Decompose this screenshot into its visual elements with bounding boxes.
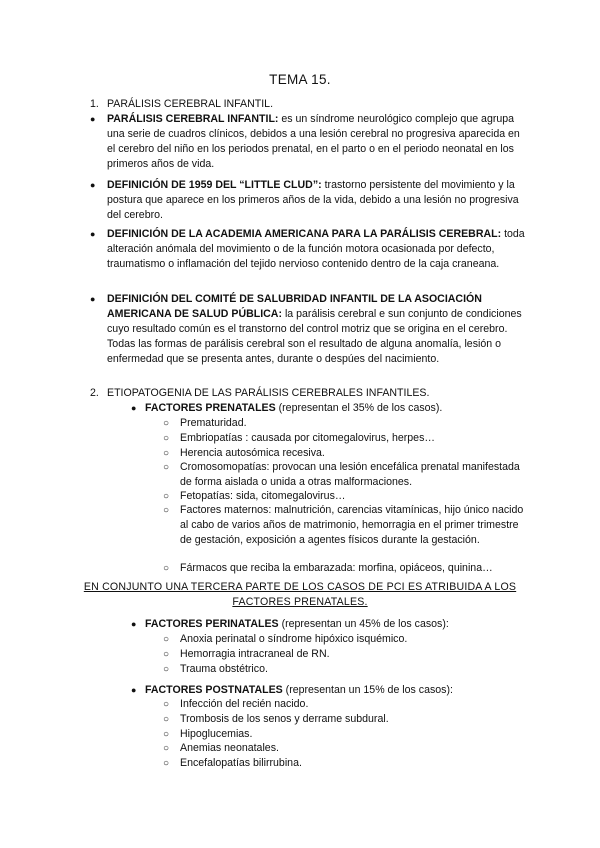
factor-heading-perinatal	[131, 617, 531, 632]
circle-bullet-icon: ○	[163, 699, 170, 710]
definition-text: toda alteración anómala del movimiento o de la función motora ocasionada por defecto, traumatismo o inflamación del tejido nervioso contenido dentro de la caja craneana.	[107, 228, 525, 270]
circle-bullet-icon: ○	[163, 563, 170, 574]
factor-title: FACTORES PRENATALES	[145, 402, 276, 414]
list-item	[163, 446, 533, 461]
definition-item	[90, 178, 525, 223]
bullet-icon: ●	[131, 619, 137, 629]
definition-item	[90, 227, 525, 272]
circle-bullet-icon: ○	[163, 729, 170, 740]
section-title: PARÁLISIS CEREBRAL INFANTIL.	[107, 98, 274, 110]
definition-item	[90, 112, 525, 172]
bullet-icon: ●	[131, 685, 137, 695]
list-item-text: Infección del recién nacido.	[180, 698, 309, 710]
list-item-text: Anemias neonatales.	[180, 742, 279, 754]
definition-term: DEFINICIÓN DE 1959 DEL “LITTLE CLUD”:	[107, 179, 322, 191]
list-item	[163, 503, 533, 548]
bullet-icon: ●	[90, 180, 96, 190]
list-item	[163, 460, 533, 490]
definition-term: DEFINICIÓN DEL COMITÉ DE SALUBRIDAD INFANTIL DE LA ASOCIACIÓN AMERICANA DE SALUD PÚBLICA:	[107, 293, 482, 320]
factor-heading-postnatal	[131, 683, 531, 698]
factor-heading-prenatal	[131, 401, 531, 416]
bullet-icon: ●	[131, 403, 137, 413]
section-heading-2	[90, 386, 530, 401]
section-number: 2.	[90, 387, 99, 399]
list-item-text: Herencia autosómica recesiva.	[180, 447, 325, 459]
factor-title: FACTORES POSTNATALES	[145, 684, 283, 696]
circle-bullet-icon: ○	[163, 649, 170, 660]
factor-note: (representan el 35% de los casos).	[275, 402, 443, 414]
circle-bullet-icon: ○	[163, 758, 170, 769]
list-item	[163, 431, 533, 446]
section-number: 1.	[90, 98, 99, 110]
list-item-text: Fetopatías: sida, citomegalovirus…	[180, 490, 346, 502]
definition-text: es un síndrome neurológico complejo que agrupa una serie de cuadros clínicos, debidos a una lesión cerebral no progresiva aparecida en el cerebro del niño en los periodos prenatal, en el parto o en el periodo neonatal en los primeros años de vida.	[107, 113, 520, 170]
bullet-icon: ●	[90, 114, 96, 124]
circle-bullet-icon: ○	[163, 664, 170, 675]
list-item-text: Factores maternos: malnutrición, carencias vitamínicas, hijo único nacido al cabo de varios años de matrimonio, hemorragia en el primer trimestre de gestación, exposición a agentes físicos durante la gestación.	[180, 504, 524, 546]
list-item-text: Prematuridad.	[180, 417, 247, 429]
circle-bullet-icon: ○	[163, 634, 170, 645]
definition-text: la parálisis cerebral e sun conjunto de condiciones cuyo resultado común es el transtorno del control motriz que se origina en el cerebro. Todas las formas de parálisis cerebral son el resultado de alguna anomalía, lesión o enfermedad que se presenta antes, durante o despúes del nacimiento.	[107, 308, 522, 365]
factor-title: FACTORES PERINATALES	[145, 618, 279, 630]
list-item	[163, 647, 533, 662]
summary-note: EN CONJUNTO UNA TERCERA PARTE DE LOS CASOS DE PCI ES ATRIBUIDA A LOS FACTORES PRENATALES.	[83, 581, 517, 608]
list-item	[163, 489, 533, 504]
list-item-text: Hipoglucemias.	[180, 728, 253, 740]
list-item-text: Anoxia perinatal o síndrome hipóxico isquémico.	[180, 633, 408, 645]
list-item	[163, 727, 533, 742]
list-item	[163, 697, 533, 712]
list-item	[163, 662, 533, 677]
definition-term: DEFINICIÓN DE LA ACADEMIA AMERICANA PARA LA PARÁLISIS CEREBRAL:	[107, 228, 502, 240]
circle-bullet-icon: ○	[163, 433, 170, 444]
list-item	[163, 416, 533, 431]
list-item-text: Fármacos que reciba la embarazada: morfina, opiáceos, quinina…	[180, 562, 493, 574]
factor-note: (representan un 15% de los casos):	[282, 684, 453, 696]
section-heading-1	[90, 97, 490, 112]
list-item	[163, 756, 533, 771]
list-item	[163, 741, 533, 756]
list-item	[163, 712, 533, 727]
list-item-text: Embriopatías : causada por citomegalovirus, herpes…	[180, 432, 435, 444]
list-item-text: Hemorragia intracraneal de RN.	[180, 648, 330, 660]
list-item	[163, 632, 533, 647]
definition-item	[90, 292, 525, 367]
circle-bullet-icon: ○	[163, 714, 170, 725]
page-title: TEMA 15.	[269, 72, 331, 87]
list-item	[163, 561, 533, 576]
bullet-icon: ●	[90, 294, 96, 304]
circle-bullet-icon: ○	[163, 462, 170, 473]
definition-text: trastorno persistente del movimiento y la postura que aparece en los primeros años de la vida, debido a una lesión no progresiva del cerebro.	[107, 179, 519, 221]
circle-bullet-icon: ○	[163, 505, 170, 516]
list-item-text: Trombosis de los senos y derrame subdural.	[180, 713, 389, 725]
list-item-text: Trauma obstétrico.	[180, 663, 268, 675]
circle-bullet-icon: ○	[163, 743, 170, 754]
circle-bullet-icon: ○	[163, 448, 170, 459]
list-item-text: Cromosomopatías: provocan una lesión encefálica prenatal manifestada de forma aislada o unida a otras malformaciones.	[180, 461, 520, 488]
bullet-icon: ●	[90, 229, 96, 239]
section-title: ETIOPATOGENIA DE LAS PARÁLISIS CEREBRALES INFANTILES.	[107, 387, 430, 399]
factor-note: (representan un 45% de los casos):	[278, 618, 449, 630]
definition-term: PARÁLISIS CEREBRAL INFANTIL:	[107, 113, 279, 125]
circle-bullet-icon: ○	[163, 418, 170, 429]
list-item-text: Encefalopatías bilirrubina.	[180, 757, 302, 769]
circle-bullet-icon: ○	[163, 491, 170, 502]
